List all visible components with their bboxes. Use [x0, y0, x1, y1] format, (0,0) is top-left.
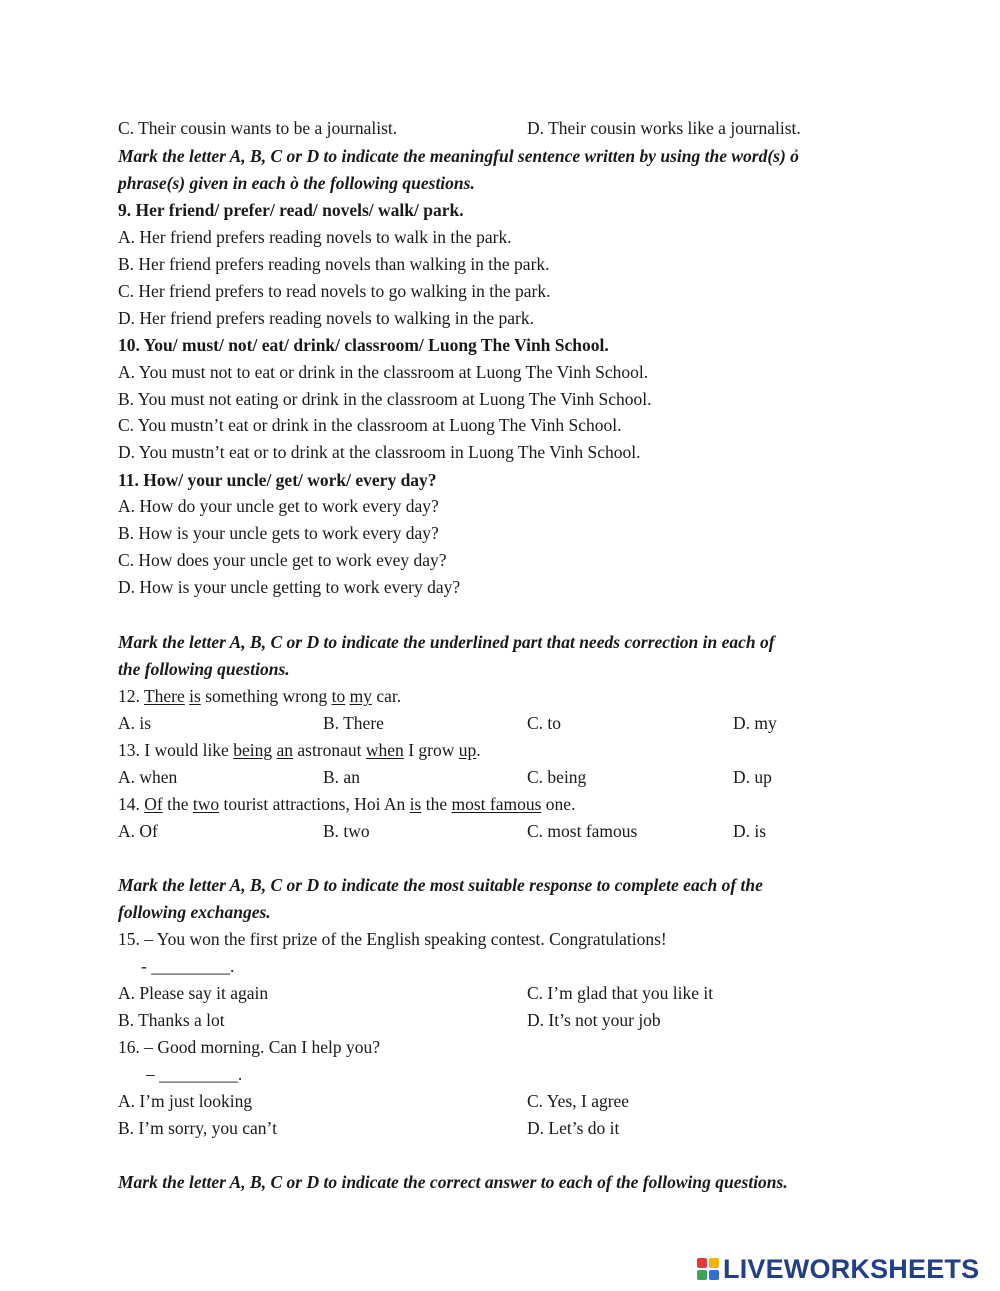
option-d[interactable]: D. Let’s do it — [527, 1118, 620, 1138]
option-a[interactable]: A. when — [118, 767, 178, 787]
underlined-part: There — [143, 686, 185, 706]
question-prompt — [118, 685, 401, 707]
section-instruction: Mark the letter A, B, C or D to indicate the meaningful sentence written by using the word(s) ỏ — [118, 146, 799, 166]
brand-name: LIVEWORKSHEETS — [723, 1253, 980, 1284]
answer-blank: – _________. — [146, 1064, 243, 1084]
option-c[interactable]: C. You mustn’t eat or drink in the classroom at Luong The Vinh School. — [118, 415, 622, 435]
underlined-part: when — [365, 740, 404, 760]
option-b[interactable]: B. Her friend prefers reading novels than walking in the park. — [118, 254, 550, 274]
option-d[interactable]: D. You mustn’t eat or to drink at the classroom in Luong The Vinh School. — [118, 442, 641, 462]
question-text: 13. I would like — [118, 740, 229, 760]
option-c[interactable]: C. most famous — [527, 821, 638, 841]
question-text: astronaut — [297, 740, 362, 760]
question-prompt — [118, 793, 575, 815]
option-a[interactable]: A. Please say it again — [118, 983, 269, 1003]
question-text: something wrong — [205, 686, 328, 706]
option-b[interactable]: B. an — [323, 767, 360, 787]
question-text: I grow — [408, 740, 455, 760]
logo-square — [709, 1270, 719, 1280]
question-text: tourist attractions, Hoi An — [223, 794, 406, 814]
option-d[interactable]: D. is — [733, 821, 767, 841]
underlined-part: is — [409, 794, 422, 814]
option-a[interactable]: A. You must not to eat or drink in the classroom at Luong The Vinh School. — [118, 362, 649, 382]
section-instruction: phrase(s) given in each ò the following questions. — [118, 173, 475, 193]
question-prompt: 16. – Good morning. Can I help you? — [118, 1037, 380, 1057]
option-a[interactable]: A. Her friend prefers reading novels to walk in the park. — [118, 227, 512, 247]
underlined-part: being — [233, 740, 273, 760]
option-c[interactable]: C. to — [527, 713, 562, 733]
question-prompt: 9. Her friend/ prefer/ read/ novels/ walk/ park. — [118, 200, 464, 220]
underlined-part: to — [331, 686, 346, 706]
section-instruction: the following questions. — [118, 659, 290, 679]
option-d[interactable]: D. It’s not your job — [527, 1010, 661, 1030]
option-d[interactable]: D. my — [733, 713, 777, 733]
answer-blank: - _________. — [141, 956, 235, 976]
option-d[interactable]: D. How is your uncle getting to work every day? — [118, 577, 461, 597]
option-d[interactable]: D. Her friend prefers reading novels to walking in the park. — [118, 308, 534, 328]
question-prompt: 11. How/ your uncle/ get/ work/ every day? — [118, 470, 437, 490]
underlined-part: an — [276, 740, 293, 760]
option-a[interactable]: A. How do your uncle get to work every day? — [118, 496, 439, 516]
question-text: . — [476, 740, 481, 760]
section-instruction: following exchanges. — [118, 902, 271, 922]
logo-square — [709, 1258, 719, 1268]
option-c[interactable]: C. being — [527, 767, 587, 787]
section-instruction: Mark the letter A, B, C or D to indicate the correct answer to each of the following questions. — [118, 1172, 788, 1192]
section-instruction: Mark the letter A, B, C or D to indicate the underlined part that needs correction in each of — [118, 632, 775, 652]
question-text: the — [167, 794, 189, 814]
option-a[interactable]: A. Of — [118, 821, 158, 841]
liveworksheets-logo — [697, 1254, 979, 1284]
question-prompt: 10. You/ must/ not/ eat/ drink/ classroom/ Luong The Vinh School. — [118, 335, 609, 355]
option-c: C. Their cousin wants to be a journalist. — [118, 118, 398, 138]
option-c[interactable]: C. Yes, I agree — [527, 1091, 630, 1111]
question-text: one. — [545, 794, 576, 814]
section-instruction: Mark the letter A, B, C or D to indicate the most suitable response to complete each of the — [118, 875, 763, 895]
question-number: 12. — [118, 686, 140, 706]
question-number: 14. — [118, 794, 140, 814]
option-b[interactable]: B. There — [323, 713, 384, 733]
underlined-part: is — [189, 686, 201, 706]
option-b[interactable]: B. I’m sorry, you can’t — [118, 1118, 277, 1138]
question-prompt — [118, 739, 481, 761]
option-c[interactable]: C. I’m glad that you like it — [527, 983, 714, 1003]
option-c[interactable]: C. How does your uncle get to work evey day? — [118, 550, 447, 570]
underlined-part: Of — [144, 794, 163, 814]
option-a[interactable]: A. is — [118, 713, 152, 733]
underlined-part: most famous — [451, 794, 542, 814]
underlined-part: two — [192, 794, 220, 814]
option-b[interactable]: B. two — [323, 821, 370, 841]
option-b[interactable]: B. Thanks a lot — [118, 1010, 225, 1030]
option-a[interactable]: A. I’m just looking — [118, 1091, 253, 1111]
logo-square — [697, 1270, 707, 1280]
option-b[interactable]: B. You must not eating or drink in the classroom at Luong The Vinh School. — [118, 389, 652, 409]
question-text: car. — [376, 686, 402, 706]
logo-icon — [697, 1258, 719, 1280]
logo-square — [697, 1258, 707, 1268]
question-prompt: 15. – You won the first prize of the English speaking contest. Congratulations! — [118, 929, 667, 949]
option-b[interactable]: B. How is your uncle gets to work every day? — [118, 523, 439, 543]
option-d[interactable]: D. up — [733, 767, 772, 787]
option-d: D. Their cousin works like a journalist. — [527, 118, 801, 138]
underlined-part: my — [349, 686, 372, 706]
underlined-part: up — [458, 740, 477, 760]
question-text: the — [425, 794, 448, 814]
option-c[interactable]: C. Her friend prefers to read novels to go walking in the park. — [118, 281, 551, 301]
